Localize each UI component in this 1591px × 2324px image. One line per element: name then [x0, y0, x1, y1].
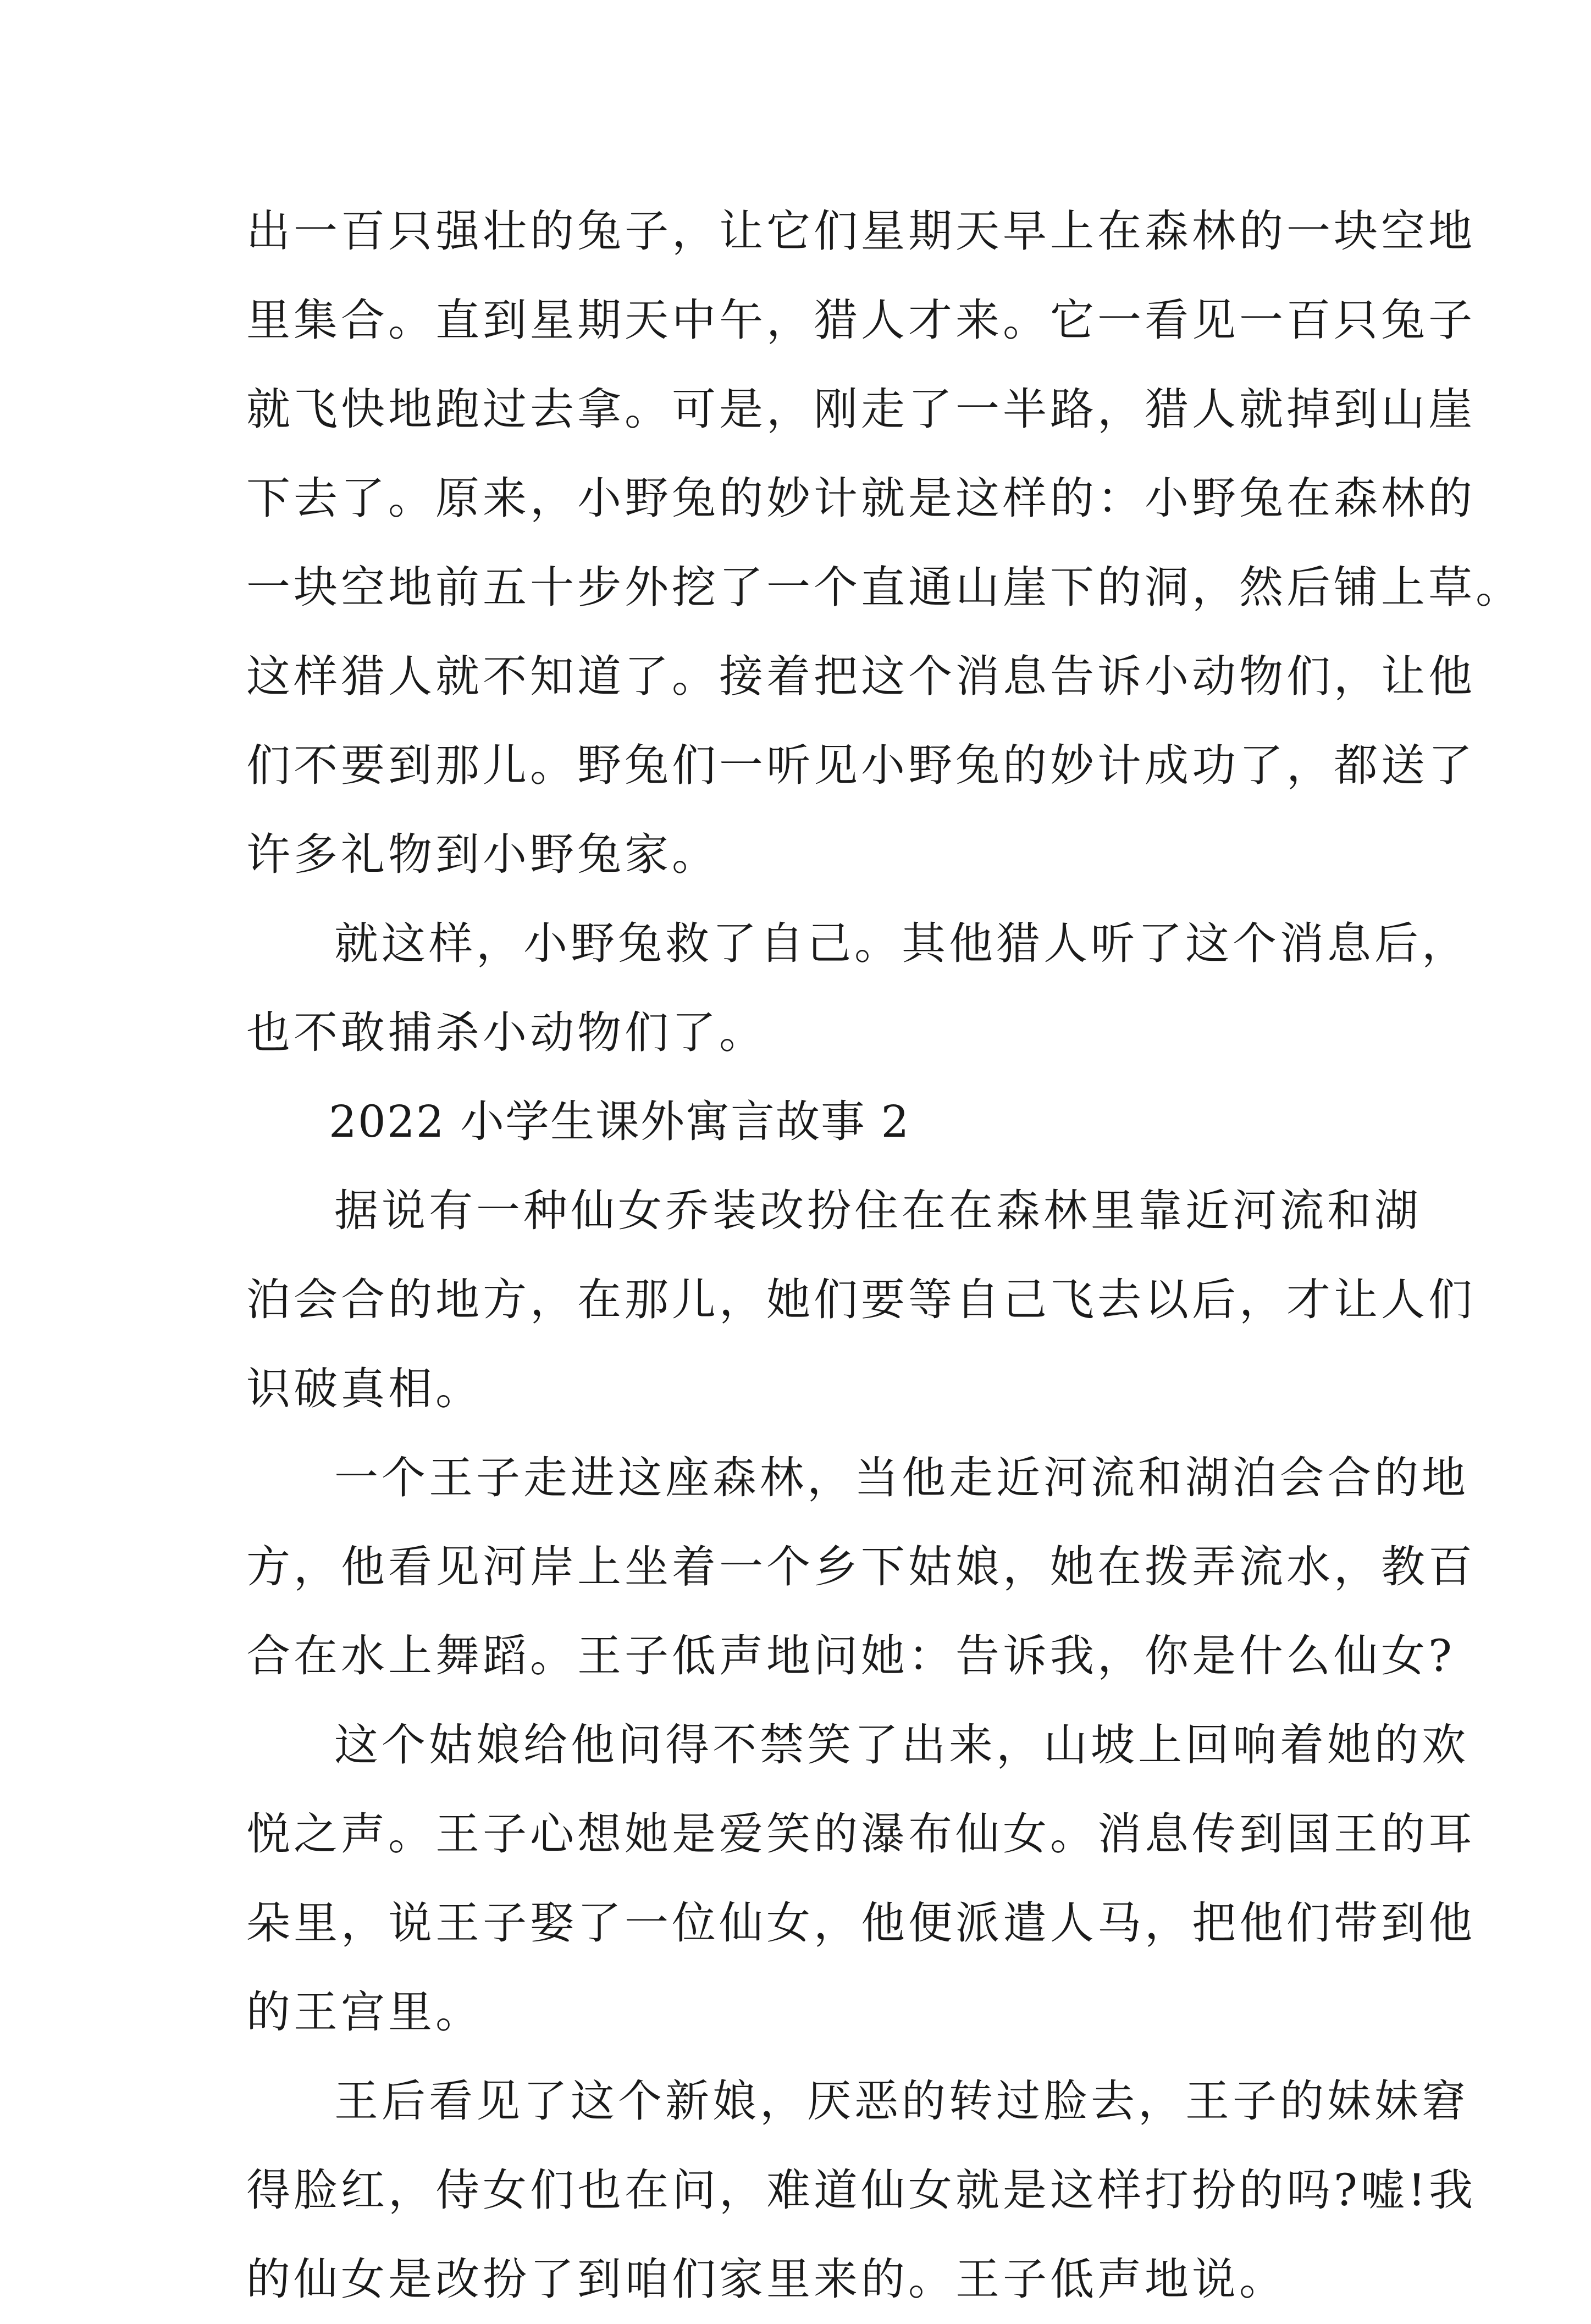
text-line: 们不要到那儿。野兔们一听见小野兔的妙计成功了，都送了 — [246, 740, 1476, 791]
heading-line: 2022 小学生课外寓言故事 2 — [329, 1096, 910, 1147]
text-line: 王后看见了这个新娘，厌恶的转过脸去，王子的妹妹窘 — [334, 2076, 1469, 2127]
text-line: 许多礼物到小野兔家。 — [246, 829, 719, 880]
text-line: 出一百只强壮的兔子，让它们星期天早上在森林的一块空地 — [246, 206, 1476, 257]
text-line: 悦之声。王子心想她是爱笑的瀑布仙女。消息传到国王的耳 — [246, 1808, 1476, 1860]
text-line: 就飞快地跑过去拿。可是，刚走了一半路，猎人就掉到山崖 — [246, 384, 1476, 435]
document-body — [246, 187, 1523, 2324]
text-line: 得脸红，侍女们也在问，难道仙女就是这样打扮的吗?嘘!我 — [246, 2165, 1477, 2216]
text-line: 里集合。直到星期天中午，猎人才来。它一看见一百只兔子 — [246, 295, 1476, 346]
text-line: 朵里，说王子娶了一位仙女，他便派遣人马，把他们带到他 — [246, 1897, 1476, 1949]
text-line: 合在水上舞蹈。王子低声地问她：告诉我，你是什么仙女? — [246, 1630, 1455, 1681]
text-line: 方，他看见河岸上坐着一个乡下姑娘，她在拨弄流水，教百 — [246, 1541, 1476, 1592]
paragraph-1 — [246, 187, 1523, 899]
section-heading — [246, 1077, 1362, 1166]
text-line: 一个王子走进这座森林，当他走近河流和湖泊会合的地 — [334, 1452, 1469, 1503]
paragraph-4 — [246, 1434, 1476, 1701]
text-line: 下去了。原来，小野兔的妙计就是这样的：小野兔在森林的 — [246, 473, 1476, 524]
text-line: 的王宫里。 — [246, 1987, 483, 2038]
text-line: 识破真相。 — [246, 1363, 483, 1414]
text-line: 一块空地前五十步外挖了一个直通山崖下的洞，然后铺上草。 — [246, 562, 1523, 613]
paragraph-6 — [246, 2057, 1477, 2324]
text-line: 就这样，小野兔救了自己。其他猎人听了这个消息后， — [334, 918, 1469, 969]
text-line: 的仙女是改扮了到咱们家里来的。王子低声地说。 — [246, 2254, 1286, 2305]
text-line: 这个姑娘给他问得不禁笑了出来，山坡上回响着她的欢 — [334, 1719, 1469, 1770]
paragraph-3 — [246, 1166, 1476, 1434]
paragraph-5 — [246, 1701, 1476, 2057]
text-line: 据说有一种仙女乔装改扮住在在森林里靠近河流和湖 — [334, 1185, 1422, 1236]
text-line: 也不敢捕杀小动物们了。 — [246, 1007, 766, 1058]
text-line: 泊会合的地方，在那儿，她们要等自己飞去以后，才让人们 — [246, 1274, 1476, 1325]
paragraph-2 — [246, 899, 1469, 1077]
text-line: 这样猎人就不知道了。接着把这个消息告诉小动物们，让他 — [246, 651, 1476, 702]
